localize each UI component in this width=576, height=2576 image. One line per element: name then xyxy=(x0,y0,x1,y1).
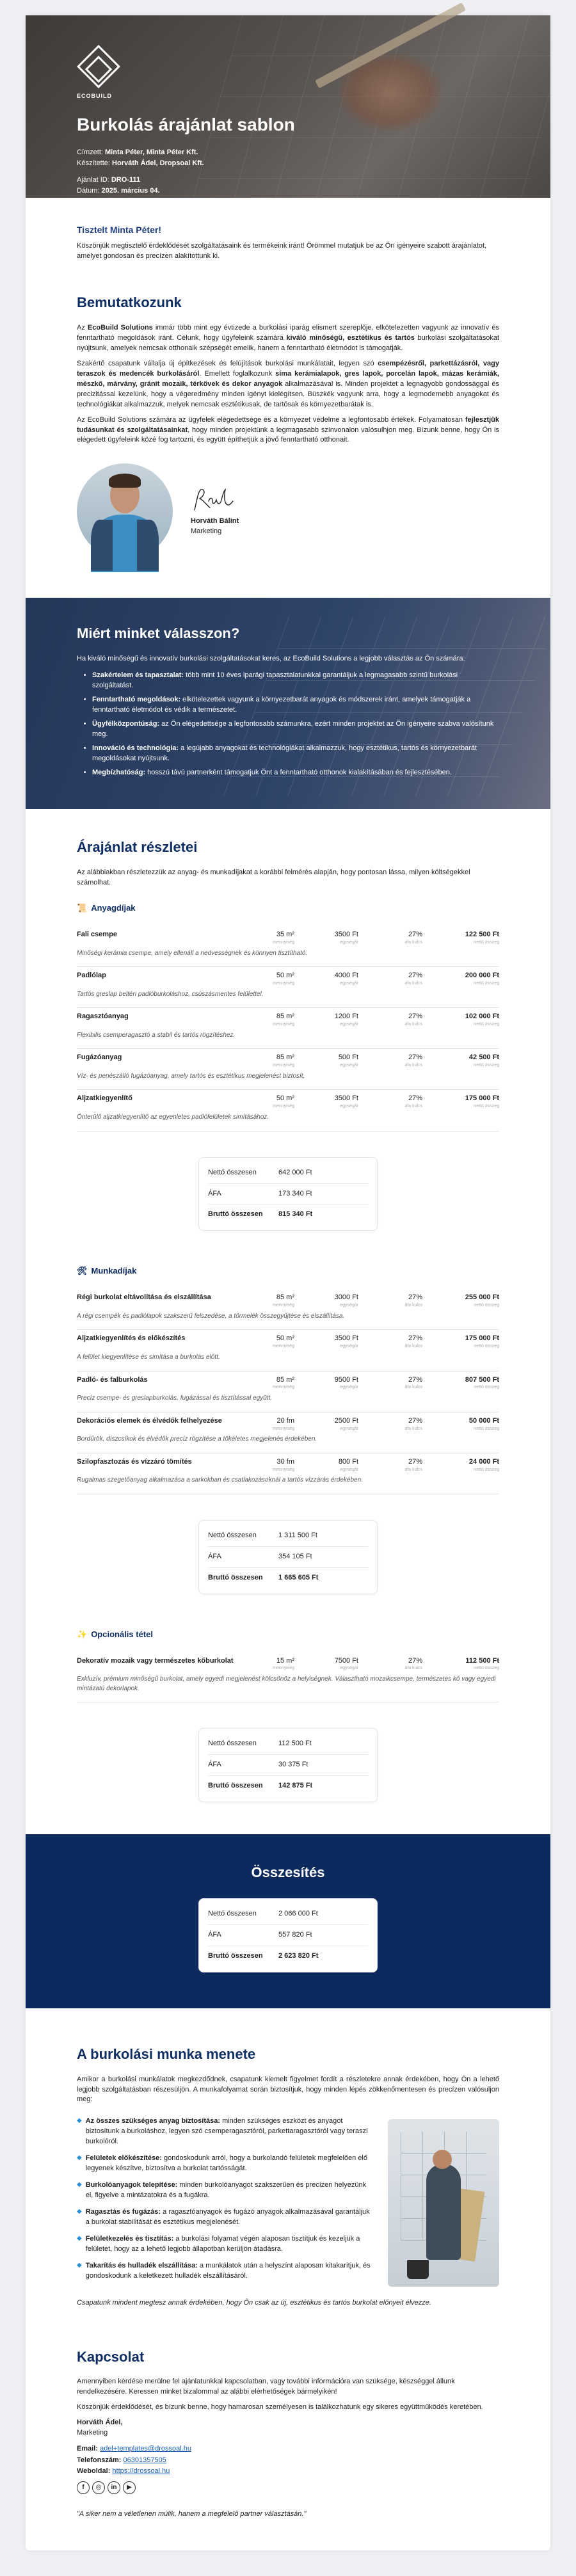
item-vat: 27% xyxy=(408,1457,422,1466)
item-unit-price: 3500 Ft xyxy=(334,1094,358,1103)
item-qty: 35 m² xyxy=(276,930,294,938)
hero-banner xyxy=(26,15,550,207)
greeting-title: Tisztelt Minta Péter! xyxy=(77,225,161,235)
total-section xyxy=(26,1834,550,2008)
category-vat-total: 354 105 Ft xyxy=(278,1552,312,1560)
process-item: ◆ Ragasztás és fugázás: a ragasztóanyagok és fugázó anyagok alkalmazásával garantáljuk a burkolat stabilitását és esztétikus megjelenését. xyxy=(77,2207,372,2228)
about-paragraph-1: Az EcoBuild Solutions immár több mint egy évtizede a burkolási iparág elismert szereplője, elkötelezetten vagyunk az innovatív és fenntartható megoldások iránt. Célunk, hogy ügyfeleink számára kiváló minőségű, esztétikus és tartós burkolási szolgáltatásokat nyújtsunk, amelyek nemcsak otthonaik szépségét emelik, hanem a fenntartható életmódot is támogatják. xyxy=(77,324,500,352)
offer-id-label: Ajánlat ID: xyxy=(77,175,109,184)
item-qty: 85 m² xyxy=(276,1293,294,1302)
item-qty: 85 m² xyxy=(276,1053,294,1062)
item-qty: 85 m² xyxy=(276,1375,294,1384)
item-unit-price: 9500 Ft xyxy=(334,1375,358,1384)
item-unit-price: 3500 Ft xyxy=(334,930,358,938)
line-item: Aljzatkiegyenlítő 50 m² mennyiség 3500 Ft egységár 27% áfa kulcs 175 000 Ft nettó összeg Önterülő aljzatkiegyenlítő az egyenletes padlófelületek simításához. xyxy=(77,1090,499,1131)
price-category xyxy=(77,902,499,1263)
social-links xyxy=(77,2481,499,2494)
category-vat-total: 173 340 Ft xyxy=(278,1189,312,1197)
contact-person xyxy=(77,2418,499,2438)
total-gross-label: Bruttó összesen xyxy=(208,1951,263,1960)
item-name: Padlólap xyxy=(77,972,106,980)
category-net-total: 112 500 Ft xyxy=(278,1740,312,1748)
diamond-bullet-icon: ◆ xyxy=(77,2181,82,2189)
greeting-text: Köszönjük megtisztelő érdeklődését szolgáltatásaink és termékeink iránt! Örömmel mutatjuk be az Ön igényeire szabott árajánlatot, amelyet gondosan és precízen alakítottunk ki. xyxy=(77,242,487,260)
process-title: A burkolási munka menete xyxy=(77,2045,256,2062)
line-item: Régi burkolat eltávolítása és elszállítása 85 m² mennyiség 3000 Ft egységár 27% áfa kulcs 255 000 Ft nettó összeg A régi csempék és padlólapok szakszerű felszedése, a törmelék összegyűjtése és elszállítása. xyxy=(77,1289,499,1330)
category-gross-total: 1 665 605 Ft xyxy=(278,1573,319,1581)
price-category xyxy=(77,1265,499,1626)
item-name: Szilopfasztozás és vízzáró tömítés xyxy=(77,1457,192,1466)
category-summary-box: Nettó összesen 1 311 500 Ft ÁFA 354 105 Ft Bruttó összesen 1 665 605 Ft xyxy=(198,1520,378,1594)
signature xyxy=(191,486,239,537)
category-net-total: 1 311 500 Ft xyxy=(278,1531,317,1539)
logo-diamond-icon xyxy=(77,45,120,88)
item-description: A felület kiegyenlítése és simítása a burkolás előtt. xyxy=(77,1354,220,1361)
item-net: 175 000 Ft xyxy=(465,1094,499,1103)
avatar xyxy=(77,463,173,559)
item-unit-price: 500 Ft xyxy=(338,1053,358,1062)
validity-label: Érvényesség: xyxy=(77,198,120,207)
item-name: Dekoratív mozaik vagy természetes kőburkolat xyxy=(77,1656,234,1665)
item-description: Minőségi kerámia csempe, amely ellenáll a nedvességnek és könnyen tisztítható. xyxy=(77,949,308,957)
item-qty: 50 m² xyxy=(276,972,294,980)
why-us-intro: Ha kiváló minőségű és innovatív burkolási szolgáltatásokat keres, az EcoBuild Solutions a legjobb választás az Ön számára: xyxy=(77,655,465,663)
why-us-item: • Innováció és technológia: a legújabb anyagokat és technológiákat alkalmazzuk, hogy esztétikus, tartós és környezetbarát megoldásokat nyújtsunk. xyxy=(92,744,499,764)
item-net: 50 000 Ft xyxy=(468,1416,499,1425)
diamond-bullet-icon: ◆ xyxy=(77,2154,82,2162)
item-vat: 27% xyxy=(408,1375,422,1384)
total-summary-box xyxy=(198,1898,378,1972)
item-net: 122 500 Ft xyxy=(465,930,499,938)
process-lead: Amikor a burkolási munkálatok megkezdődnek, csapatunk kiemelt figyelmet fordít a részletekre annak érdekében, hogy Ön a lehető legjobb szolgáltatásban részesüljön. A munkafolyamat során biztosítjuk, hogy minden lépés zökkenőmentesen és precízen valósuljon meg: xyxy=(77,2075,499,2104)
signer-role: Marketing xyxy=(191,527,222,536)
contact-name: Horváth Ádel, xyxy=(77,2419,123,2427)
item-description: Rugalmas szegetőanyag alkalmazása a sarkokban és csatlakozásoknál a tartós vízzárás érdekében. xyxy=(77,1476,363,1484)
offer-details-title: Árajánlat részletei xyxy=(77,839,198,856)
about-paragraph-2: Szakértő csapatunk vállalja új építkezések és felújítások burkolási munkálatait, legyen szó csempézésről, parkettázásról, vagy teraszok és medencék burkolásáról. Emellett foglalkozunk síma kerámialapok, gres lapok, porcelán lapok, mázas kerámiák, mészkő, márvány, gránit mozaik, térkövek és dekor anyagok alkalmazásával is. Minden projektet a legnagyobb gondossággal és precizitással kezelünk, hogy a végeredmény minden igényt kielégítsen. Büszkék vagyunk arra, hogy a legmodernebb anyagokat és technológiákat alkalmazzuk, melyek nemcsak esztétikusak, de tartósak és környezetbarátak is. xyxy=(77,359,499,408)
email-label: Email: xyxy=(77,2445,99,2453)
process-item: ◆ Felületek előkészítése: gondoskodunk arról, hogy a burkolandó felületek megfelelően elő legyenek készítve, biztosítva a burkolat tartósságát. xyxy=(77,2154,372,2174)
why-us-section xyxy=(26,598,550,809)
contact-paragraph-1: Amennyiben kérdése merülne fel ajánlatunkkal kapcsolatban, vagy további információra van szüksége, készséggel állunk rendelkezésére. Keressen minket bizalommal az alábbi elérhetőségek bármelyikén! xyxy=(77,2378,455,2396)
item-description: A régi csempék és padlólapok szakszerű felszedése, a törmelék összegyűjtése és elszállítása. xyxy=(77,1312,345,1320)
price-category xyxy=(77,1629,499,1834)
line-item: Szilopfasztozás és vízzáró tömítés 30 fm mennyiség 800 Ft egységár 27% áfa kulcs 24 000 Ft nettó összeg Rugalmas szegetőanyag alkalmazása a sarkokban és csatlakozásoknál a tartós vízzárás érdekében. xyxy=(77,1453,499,1494)
total-vat-label: ÁFA xyxy=(208,1930,221,1939)
contact-links xyxy=(77,2444,499,2477)
item-description: Flexibilis csemperagasztó a stabil és tartós rögzítéshez. xyxy=(77,1031,236,1039)
handwritten-signature-icon xyxy=(191,486,236,514)
process-item: ◆ Felületkezelés és tisztítás: a burkolási folyamat végén alaposan tisztítjuk és kezeljük a felületet, hogy az a lehető legjobb állapotban kerüljön átadásra. xyxy=(77,2234,372,2255)
item-qty: 15 m² xyxy=(276,1656,294,1665)
item-net: 24 000 Ft xyxy=(468,1457,499,1466)
item-qty: 30 fm xyxy=(276,1457,294,1466)
tools-icon: 🛠 xyxy=(77,1266,88,1276)
item-net: 42 500 Ft xyxy=(468,1053,499,1062)
offer-id-value: DRO-111 xyxy=(111,175,141,184)
line-item: Dekorációs elemek és élvédők felhelyezése 20 fm mennyiség 2500 Ft egységár 27% áfa kulcs 50 000 Ft nettó összeg Bordűrök, díszcsíkok és élvédők precíz rögzítése a tökéletes megjelenés érdekében. xyxy=(77,1412,499,1453)
email-link[interactable]: adel+templates@drossoal.hu xyxy=(100,2445,192,2453)
process-closing: Csapatunk mindent megtesz annak érdekében, hogy Ön csak az új, esztétikus és tartós burkolat előnyeit élvezze. xyxy=(77,2298,431,2307)
item-name: Fugázóanyag xyxy=(77,1053,122,1062)
item-description: Bordűrök, díszcsíkok és élvédők precíz rögzítése a tökéletes megjelenés érdekében. xyxy=(77,1436,317,1443)
process-item: ◆ Takarítás és hulladék elszállítása: a munkálatok után a helyszínt alaposan kitakarítjuk, és gondoskodunk a keletkezett hulladék elszállításáról. xyxy=(77,2261,372,2282)
total-title: Összesítés xyxy=(251,1864,325,1880)
item-vat: 27% xyxy=(408,1094,422,1103)
process-item: ◆ Az összes szükséges anyag biztosítása: minden szükséges eszközt és anyagot biztosítunk a burkoláshoz, legyen szó csemperagasztóról, parkettaragasztóról vagy teraszi burkolóról. xyxy=(77,2116,372,2147)
item-qty: 85 m² xyxy=(276,1012,294,1021)
closing-quote: "A siker nem a véletlenen múlik, hanem a megfelelő partner választásán." xyxy=(77,2509,307,2518)
line-item: Padlólap 50 m² mennyiség 4000 Ft egységár 27% áfa kulcs 200 000 Ft nettó összeg Tartós greslap beltéri padlóburkoláshoz, csúszásmentes felülettel. xyxy=(77,967,499,1008)
total-gross-value: 2 623 820 Ft xyxy=(278,1951,319,1960)
signer-name: Horváth Bálint xyxy=(191,517,239,525)
phone-label: Telefonszám: xyxy=(77,2456,122,2464)
total-net-label: Nettó összesen xyxy=(208,1909,257,1917)
item-net: 102 000 Ft xyxy=(465,1012,499,1021)
item-description: Precíz csempe- és greslapburkolás, fugázással és tisztítással együtt. xyxy=(77,1395,273,1402)
youtube-icon[interactable]: ▶ xyxy=(123,2481,136,2494)
prepared-label: Készítette: xyxy=(77,159,110,168)
document-meta xyxy=(77,147,499,209)
why-us-item: • Megbízhatóság: hosszú távú partnerként támogatjuk Önt a fenntartható otthonok kialakításában és fejlesztésében. xyxy=(92,768,499,778)
date-label: Dátum: xyxy=(77,187,100,195)
recipient-value: Minta Péter, Minta Péter Kft. xyxy=(105,148,198,156)
item-vat: 27% xyxy=(408,1293,422,1302)
about-title: Bemutatkozunk xyxy=(77,294,182,311)
item-unit-price: 4000 Ft xyxy=(334,972,358,980)
item-unit-price: 2500 Ft xyxy=(334,1416,358,1425)
tiler-worker-image xyxy=(388,2119,499,2287)
diamond-bullet-icon: ◆ xyxy=(77,2261,82,2269)
category-summary-box: Nettó összesen 642 000 Ft ÁFA 173 340 Ft Bruttó összesen 815 340 Ft xyxy=(198,1157,378,1231)
diamond-bullet-icon: ◆ xyxy=(77,2207,82,2215)
instagram-icon[interactable]: ◎ xyxy=(92,2481,105,2494)
document-title: Burkolás árajánlat sablon xyxy=(77,115,295,135)
contact-paragraph-2: Köszönjük érdeklődését, és bízunk benne, hogy hamarosan személyesen is találkozhatunk egy sikeres együttműködés keretében. xyxy=(77,2403,483,2412)
line-item: Aljzatkiegyenlítés és előkészítés 50 m² mennyiség 3500 Ft egységár 27% áfa kulcs 175 000 Ft nettó összeg A felület kiegyenlítése és simítása a burkolás előtt. xyxy=(77,1330,499,1371)
item-net: 255 000 Ft xyxy=(465,1293,499,1302)
item-vat: 27% xyxy=(408,972,422,980)
why-us-title: Miért minket válasszon? xyxy=(77,625,240,642)
diamond-bullet-icon: ◆ xyxy=(77,2234,82,2242)
prepared-value: Horváth Ádel, Dropsoal Kft. xyxy=(112,159,204,168)
item-unit-price: 7500 Ft xyxy=(334,1656,358,1665)
category-title: ✨ Opcionális tétel xyxy=(77,1629,499,1641)
line-item: Fali csempe 35 m² mennyiség 3500 Ft egységár 27% áfa kulcs 122 500 Ft nettó összeg Minőségi kerámia csempe, amely ellenáll a nedvességnek és könnyen tisztítható. xyxy=(77,926,499,967)
document-page xyxy=(26,15,550,2550)
item-net: 175 000 Ft xyxy=(465,1334,499,1343)
category-title: 📜 Anyagdíjak xyxy=(77,902,499,915)
price-categories xyxy=(77,902,499,1834)
item-unit-price: 800 Ft xyxy=(338,1457,358,1466)
item-description: Tartós greslap beltéri padlóburkoláshoz, csúszásmentes felülettel. xyxy=(77,990,264,998)
item-name: Padló- és falburkolás xyxy=(77,1375,148,1384)
item-qty: 50 m² xyxy=(276,1094,294,1103)
line-item: Ragasztóanyag 85 m² mennyiség 1200 Ft egységár 27% áfa kulcs 102 000 Ft nettó összeg Flexibilis csemperagasztó a stabil és tartós rögzítéshez. xyxy=(77,1008,499,1049)
process-section xyxy=(26,2008,550,2347)
phone-link[interactable]: 06301357505 xyxy=(123,2456,166,2464)
item-vat: 27% xyxy=(408,1416,422,1425)
item-vat: 27% xyxy=(408,1334,422,1343)
company-logo xyxy=(77,51,128,100)
item-description: Önterülő aljzatkiegyenlítő az egyenletes padlófelületek simításához. xyxy=(77,1114,269,1121)
recipient-label: Címzett: xyxy=(77,148,103,156)
item-vat: 27% xyxy=(408,1053,422,1062)
category-summary-box: Nettó összesen 112 500 Ft ÁFA 30 375 Ft Bruttó összesen 142 875 Ft xyxy=(198,1728,378,1802)
item-unit-price: 1200 Ft xyxy=(334,1012,358,1021)
logo-brand-text: ECOBUILD xyxy=(77,93,112,99)
line-item: Fugázóanyag 85 m² mennyiség 500 Ft egységár 27% áfa kulcs 42 500 Ft nettó összeg Víz- és penészálló fugázóanyag, amely tartós és esztétikus megjelenést biztosít. xyxy=(77,1049,499,1090)
category-net-total: 642 000 Ft xyxy=(278,1168,312,1176)
item-description: Víz- és penészálló fugázóanyag, amely tartós és esztétikus megjelenést biztosít. xyxy=(77,1072,305,1080)
about-paragraph-3: Az EcoBuild Solutions számára az ügyfelek elégedettsége és a környezet védelme a legfontosabb értékek. Folyamatosan fejlesztjük tudásunkat és szolgáltatásainkat, hogy minden projektünk a legmagasabb színvonalon valósulhjon meg. Bízunk benne, hogy Ön is elégedett ügyfeleink közé fog tartozni, és együtt építhetjük a jövő fenntartható otthonait. xyxy=(77,415,500,444)
item-description: Exkluzív, prémium minőségű burkolat, amely egyedi megjelenést kölcsönöz a helyiségnek. Választható mozaikcsempe, természetes kő vagy egyedi mintázatú dekorlapok. xyxy=(77,1676,496,1692)
why-us-list xyxy=(92,671,499,778)
facebook-icon[interactable]: f xyxy=(77,2481,90,2494)
item-vat: 27% xyxy=(408,1656,422,1665)
category-gross-total: 142 875 Ft xyxy=(278,1782,313,1790)
item-name: Dekorációs elemek és élvédők felhelyezése xyxy=(77,1416,222,1425)
website-link[interactable]: https://drossoal.hu xyxy=(112,2467,170,2476)
offer-details-intro: Az alábbiakban részletezzük az anyag- és munkadíjakat a korábbi felmérés alapján, hogy pontosan lássa, milyen költségekkel számolhat. xyxy=(77,868,470,887)
contact-role: Marketing xyxy=(77,2429,108,2437)
line-item: Dekoratív mozaik vagy természetes kőburkolat 15 m² mennyiség 7500 Ft egységár 27% áfa kulcs 112 500 Ft nettó összeg Exkluzív, prémium minőségű burkolat, amely egyedi megjelenést kölcsönöz a helyiségnek. Választható mozaikcsempe, természetes kő vagy egyedi mintázatú dekorlapok. xyxy=(77,1652,499,1703)
item-vat: 27% xyxy=(408,1012,422,1021)
item-name: Ragasztóanyag xyxy=(77,1012,129,1021)
category-vat-total: 30 375 Ft xyxy=(278,1761,308,1769)
item-qty: 50 m² xyxy=(276,1334,294,1343)
contact-section xyxy=(26,2347,550,2550)
item-unit-price: 3500 Ft xyxy=(334,1334,358,1343)
about-section xyxy=(26,262,550,598)
item-name: Aljzatkiegyenlítő xyxy=(77,1094,132,1103)
diamond-bullet-icon: ◆ xyxy=(77,2117,82,2125)
total-vat-value: 557 820 Ft xyxy=(278,1930,312,1939)
item-name: Régi burkolat eltávolítása és elszállítása xyxy=(77,1293,211,1302)
category-title: 🛠 Munkadíjak xyxy=(77,1265,499,1277)
total-net-value: 2 066 000 Ft xyxy=(278,1909,318,1917)
date-value: 2025. március 04. xyxy=(101,187,160,195)
category-gross-total: 815 340 Ft xyxy=(278,1210,313,1219)
contact-title: Kapcsolat xyxy=(77,2348,145,2365)
why-us-item: • Ügyfélközpontúság: az Ön elégedettsége a legfontosabb számunkra, ezért minden projektet az Ön igényeire szabva valósítunk meg. xyxy=(92,719,499,740)
signature-block xyxy=(77,463,499,598)
item-unit-price: 3000 Ft xyxy=(334,1293,358,1302)
website-label: Weboldal: xyxy=(77,2467,111,2476)
item-name: Fali csempe xyxy=(77,930,117,938)
validity-value: 2025. december 31. xyxy=(121,198,186,207)
line-item: Padló- és falburkolás 85 m² mennyiség 9500 Ft egységár 27% áfa kulcs 807 500 Ft nettó összeg Precíz csempe- és greslapburkolás, fugázással és tisztítással együtt. xyxy=(77,1372,499,1412)
item-net: 807 500 Ft xyxy=(465,1375,499,1384)
item-net: 200 000 Ft xyxy=(465,972,499,980)
sparkles-icon: ✨ xyxy=(77,1629,88,1639)
item-vat: 27% xyxy=(408,930,422,938)
item-name: Aljzatkiegyenlítés és előkészítés xyxy=(77,1334,186,1343)
why-us-item: • Szakértelem és tapasztalat: több mint 10 éves iparági tapasztalatunkkal garantáljuk a legmagasabb szintű burkolási szolgáltatást. xyxy=(92,671,499,691)
scroll-icon: 📜 xyxy=(77,903,88,913)
linkedin-icon[interactable]: in xyxy=(108,2481,120,2494)
process-item: ◆ Burkolóanyagok telepítése: minden burkolóanyagot szakszerűen és precízen helyezünk el, figyelve a mintázatokra és a fugákra. xyxy=(77,2180,372,2201)
item-net: 112 500 Ft xyxy=(465,1656,499,1665)
why-us-item: • Fenntartható megoldások: elkötelezettek vagyunk a környezetbarát anyagok és módszerek iránt, amelyek támogatják a fenntartható életmódot és védik a természetet. xyxy=(92,695,499,716)
item-qty: 20 fm xyxy=(276,1416,294,1425)
offer-details-section xyxy=(26,809,550,1834)
process-list xyxy=(77,2116,372,2287)
